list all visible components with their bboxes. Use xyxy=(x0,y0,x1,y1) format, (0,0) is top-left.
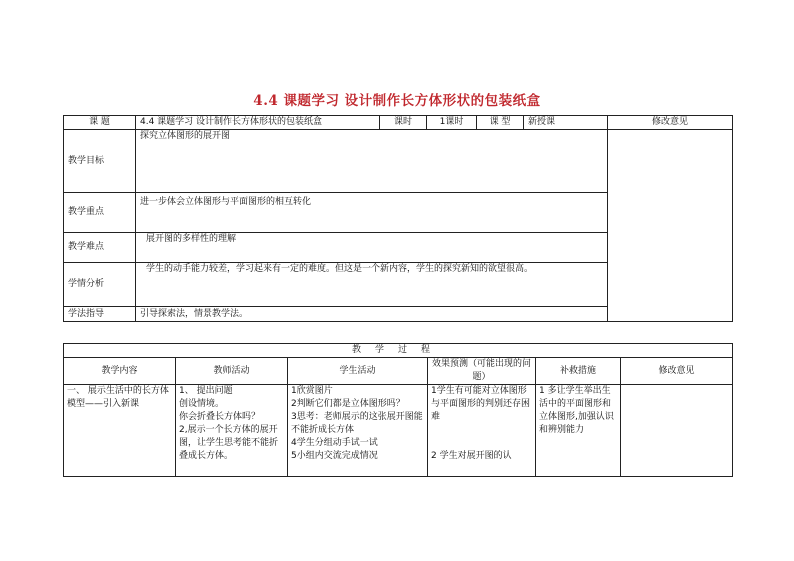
row-label-analysis: 学情分析 xyxy=(64,263,136,307)
row-label-difficulty: 教学难点 xyxy=(64,233,136,263)
lesson-info-table xyxy=(63,115,733,322)
header-effect: 效果预测（可能出现的问题） xyxy=(428,358,536,385)
row-value-goal: 探究立体图形的展开图 xyxy=(136,130,608,193)
process-teacher-cell: 1、 提出问题 创设情境。 你会折叠长方体吗？ 2,展示一个长方体的展开图，让学生思考能不能折叠成长方体。 xyxy=(176,385,288,477)
row-value-difficulty: 展开图的多样性的理解 xyxy=(136,233,608,263)
process-student-cell: 1欣赏图片 2判断它们都是立体图形吗？ 3思考：老师展示的这张展开图能不能折成长方体 4学生分组动手试一试 5小组内交流完成情况 xyxy=(288,385,428,477)
header-revision: 修改意见 xyxy=(621,358,733,385)
document-title: 4.4 课题学习 设计制作长方体形状的包装纸盒 xyxy=(253,93,541,109)
hours-label: 课时 xyxy=(380,116,427,130)
course-label: 课 题 xyxy=(64,116,136,130)
row-label-key: 教学重点 xyxy=(64,193,136,233)
header-content: 教学内容 xyxy=(64,358,176,385)
header-student: 学生活动 xyxy=(288,358,428,385)
row-value-analysis: 学生的动手能力较差，学习起来有一定的难度。但这是一个新内容，学生的探究新知的欲望很高。 xyxy=(136,263,608,307)
row-value-method: 引导探索法，情景教学法。 xyxy=(136,307,608,322)
revision-label: 修改意见 xyxy=(608,116,733,130)
course-value: 4.4 课题学习 设计制作长方体形状的包装纸盒 xyxy=(136,116,380,130)
teaching-process-table xyxy=(63,343,733,477)
process-content-cell: 一、 展示生活中的长方体模型——引入新课 xyxy=(64,385,176,477)
row-label-goal: 教学目标 xyxy=(64,130,136,193)
header-teacher: 教师活动 xyxy=(176,358,288,385)
row-value-key: 进一步体会立体图形与平面图形的相互转化 xyxy=(136,193,608,233)
process-title: 教学过程 xyxy=(64,344,733,358)
type-label: 课 型 xyxy=(477,116,524,130)
process-remedy-cell: 1 多让学生举出生活中的平面图形和立体图形,加强认识和辨别能力 xyxy=(536,385,621,477)
process-effect-cell: 1学生有可能对立体图形与平面图形的判别还存困难 2 学生对展开图的认 xyxy=(428,385,536,477)
revision-cell xyxy=(608,130,733,322)
type-value: 新授课 xyxy=(524,116,608,130)
header-remedy: 补救措施 xyxy=(536,358,621,385)
hours-value: 1课时 xyxy=(427,116,477,130)
process-revision-cell xyxy=(621,385,733,477)
row-label-method: 学法指导 xyxy=(64,307,136,322)
